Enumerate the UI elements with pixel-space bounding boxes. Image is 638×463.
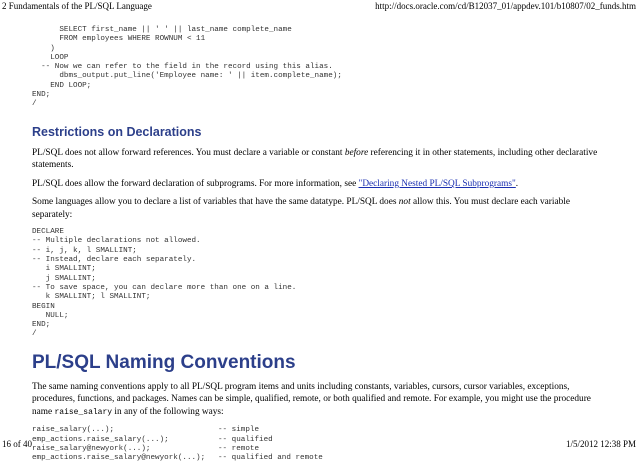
code-examples-comments: -- simple -- qualified -- remote -- qualified and remote bbox=[218, 426, 323, 463]
document-content bbox=[32, 14, 612, 463]
page-number: 16 of 40 bbox=[2, 439, 32, 449]
paragraph-forward-declaration: PL/SQL does allow the forward declaration of subprograms. For more information, see "Declaring Nested PL/SQL Subprograms". bbox=[32, 178, 519, 189]
code-block-declare: DECLARE -- Multiple declarations not allowed. -- i, j, k, l SMALLINT; -- Instead, declare each separately. i SMALLINT; j SMALLINT; -- To save space, you can declare more than one on a line. k SMALLINT; l SMALLINT; BEGIN NULL; END; / bbox=[32, 228, 297, 339]
code-examples-calls: raise_salary(...); emp_actions.raise_salary(...); raise_salary@newyork(...); emp_actions.raise_salary@newyork(...); bbox=[32, 426, 206, 463]
section-heading-restrictions: Restrictions on Declarations bbox=[32, 124, 202, 139]
inline-code-raise-salary: raise_salary bbox=[54, 407, 113, 417]
link-declaring-nested-subprograms[interactable]: "Declaring Nested PL/SQL Subprograms" bbox=[358, 178, 516, 189]
page-footer bbox=[0, 437, 638, 451]
header-url: http://docs.oracle.com/cd/B12037_01/appdev.101/b10807/02_funds.htm bbox=[375, 1, 636, 11]
header-title: 2 Fundamentals of the PL/SQL Language bbox=[2, 1, 152, 11]
paragraph-naming-conventions: The same naming conventions apply to all PL/SQL program items and units including constants, variables, cursors, cursor variables, exceptions, procedures, functions, and packages. Names can be simple, qualified, remote, or both qualified and remote. For example, you might use the procedure name raise_salary in any of the following ways: bbox=[32, 381, 591, 417]
section-heading-naming-conventions: PL/SQL Naming Conventions bbox=[32, 351, 296, 373]
paragraph-declare-separately: Some languages allow you to declare a list of variables that have the same datatype. PL/SQL does not allow this. You must declare each variable separately: bbox=[32, 197, 570, 220]
print-timestamp: 1/5/2012 12:38 PM bbox=[565, 439, 636, 449]
paragraph-forward-references: PL/SQL does not allow forward references. You must declare a variable or constant before referencing it in other statements, including other declarative statements. bbox=[32, 147, 598, 171]
page-header bbox=[0, 0, 638, 14]
code-block-top: SELECT first_name || ' ' || last_name complete_name FROM employees WHERE ROWNUM < 11 ) LOOP -- Now we can refer to the field in the record using this alias. dbms_output.put_line('Employee name: ' || item.complete_name); END LOOP; END; / bbox=[32, 26, 342, 109]
